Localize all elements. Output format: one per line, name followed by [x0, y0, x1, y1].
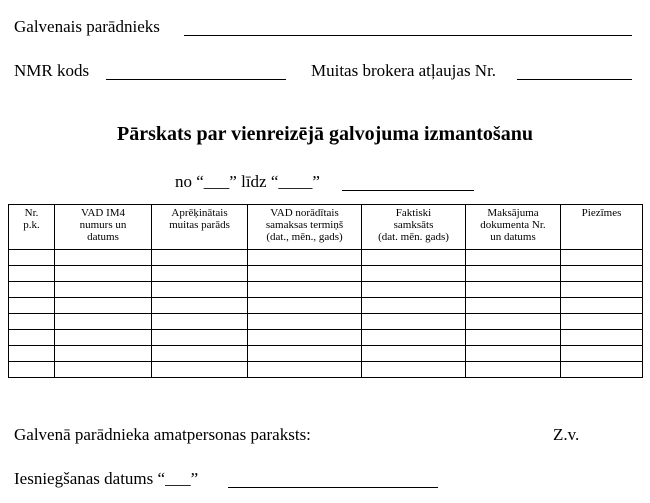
table-cell[interactable]	[362, 362, 466, 378]
table-row	[9, 330, 643, 346]
period-from-blank[interactable]: ___	[203, 172, 230, 191]
table-cell[interactable]	[248, 330, 362, 346]
table-cell[interactable]	[362, 250, 466, 266]
table-row	[9, 298, 643, 314]
column-header-payment-term: VAD norādītais samaksas termiņš (dat., mēn., gads)	[248, 205, 362, 250]
table-cell[interactable]	[561, 362, 643, 378]
table-cell[interactable]	[55, 314, 152, 330]
table-row	[9, 250, 643, 266]
column-header-actually-paid: Faktiski samksāts (dat. mēn. gads)	[362, 205, 466, 250]
seal-label: Z.v.	[553, 425, 580, 444]
table-cell[interactable]	[9, 266, 55, 282]
table-cell[interactable]	[561, 346, 643, 362]
table-cell[interactable]	[466, 346, 561, 362]
table-cell[interactable]	[55, 266, 152, 282]
table-cell[interactable]	[152, 346, 248, 362]
table-cell[interactable]	[362, 346, 466, 362]
table-cell[interactable]	[55, 346, 152, 362]
table-cell[interactable]	[152, 314, 248, 330]
table-cell[interactable]	[9, 346, 55, 362]
table-row	[9, 314, 643, 330]
column-header-vad-im4: VAD IM4 numurs un datums	[55, 205, 152, 250]
table-cell[interactable]	[248, 266, 362, 282]
nmr-code-field[interactable]	[106, 79, 286, 80]
submission-day-blank[interactable]: ___	[165, 469, 191, 488]
broker-license-field[interactable]	[517, 79, 632, 80]
table-cell[interactable]	[55, 330, 152, 346]
signature-label: Galvenā parādnieka amatpersonas paraksts:	[14, 425, 311, 444]
period-suffix: ”	[312, 172, 320, 191]
submission-date-line	[14, 469, 198, 489]
table-cell[interactable]	[248, 282, 362, 298]
table-cell[interactable]	[561, 282, 643, 298]
table-cell[interactable]	[248, 314, 362, 330]
column-header-calculated-debt: Aprēķinātais muitas parāds	[152, 205, 248, 250]
table-cell[interactable]	[466, 314, 561, 330]
table-cell[interactable]	[466, 298, 561, 314]
main-debtor-label: Galvenais parādnieks	[14, 17, 160, 36]
column-header-nr: Nr. p.k.	[9, 205, 55, 250]
table-cell[interactable]	[466, 330, 561, 346]
table-cell[interactable]	[561, 314, 643, 330]
table-cell[interactable]	[152, 298, 248, 314]
submission-date-suffix: ”	[190, 469, 199, 488]
table-cell[interactable]	[152, 266, 248, 282]
page-title: Pārskats par vienreizējā galvojuma izmantošanu	[117, 123, 533, 145]
period-prefix: no “	[175, 172, 204, 191]
table-cell[interactable]	[362, 266, 466, 282]
table-cell[interactable]	[362, 314, 466, 330]
table-cell[interactable]	[9, 282, 55, 298]
table-cell[interactable]	[466, 282, 561, 298]
column-header-notes: Piezīmes	[561, 205, 643, 250]
table-header-row	[9, 205, 643, 250]
period-line	[175, 172, 320, 192]
table-cell[interactable]	[9, 330, 55, 346]
table-row	[9, 346, 643, 362]
submission-date-prefix: Iesniegšanas datums “	[14, 469, 166, 488]
table-cell[interactable]	[152, 282, 248, 298]
table-cell[interactable]	[152, 250, 248, 266]
table-cell[interactable]	[55, 250, 152, 266]
table-cell[interactable]	[9, 362, 55, 378]
table-cell[interactable]	[561, 250, 643, 266]
report-table	[8, 204, 643, 378]
table-body	[9, 250, 643, 378]
table-cell[interactable]	[561, 330, 643, 346]
table-cell[interactable]	[248, 250, 362, 266]
table-cell[interactable]	[466, 362, 561, 378]
table-cell[interactable]	[561, 266, 643, 282]
period-to-blank[interactable]: ____	[278, 172, 313, 191]
table-row	[9, 362, 643, 378]
main-debtor-field[interactable]	[184, 35, 632, 36]
table-cell[interactable]	[55, 282, 152, 298]
broker-license-label: Muitas brokera atļaujas Nr.	[311, 61, 497, 80]
table-cell[interactable]	[362, 298, 466, 314]
table-cell[interactable]	[248, 362, 362, 378]
table-cell[interactable]	[466, 250, 561, 266]
table-cell[interactable]	[362, 330, 466, 346]
table-row	[9, 282, 643, 298]
table-cell[interactable]	[561, 298, 643, 314]
table-row	[9, 266, 643, 282]
period-middle: ” līdz “	[229, 172, 279, 191]
table-cell[interactable]	[248, 298, 362, 314]
column-header-payment-document: Maksājuma dokumenta Nr. un datums	[466, 205, 561, 250]
nmr-code-label: NMR kods	[14, 61, 90, 80]
table-cell[interactable]	[466, 266, 561, 282]
table-cell[interactable]	[9, 250, 55, 266]
table-cell[interactable]	[55, 362, 152, 378]
table-cell[interactable]	[55, 298, 152, 314]
table-cell[interactable]	[152, 330, 248, 346]
table-cell[interactable]	[9, 298, 55, 314]
submission-date-field[interactable]	[228, 487, 438, 488]
period-year-field[interactable]	[342, 190, 474, 191]
table-cell[interactable]	[362, 282, 466, 298]
table-cell[interactable]	[152, 362, 248, 378]
table-cell[interactable]	[9, 314, 55, 330]
table-cell[interactable]	[248, 346, 362, 362]
